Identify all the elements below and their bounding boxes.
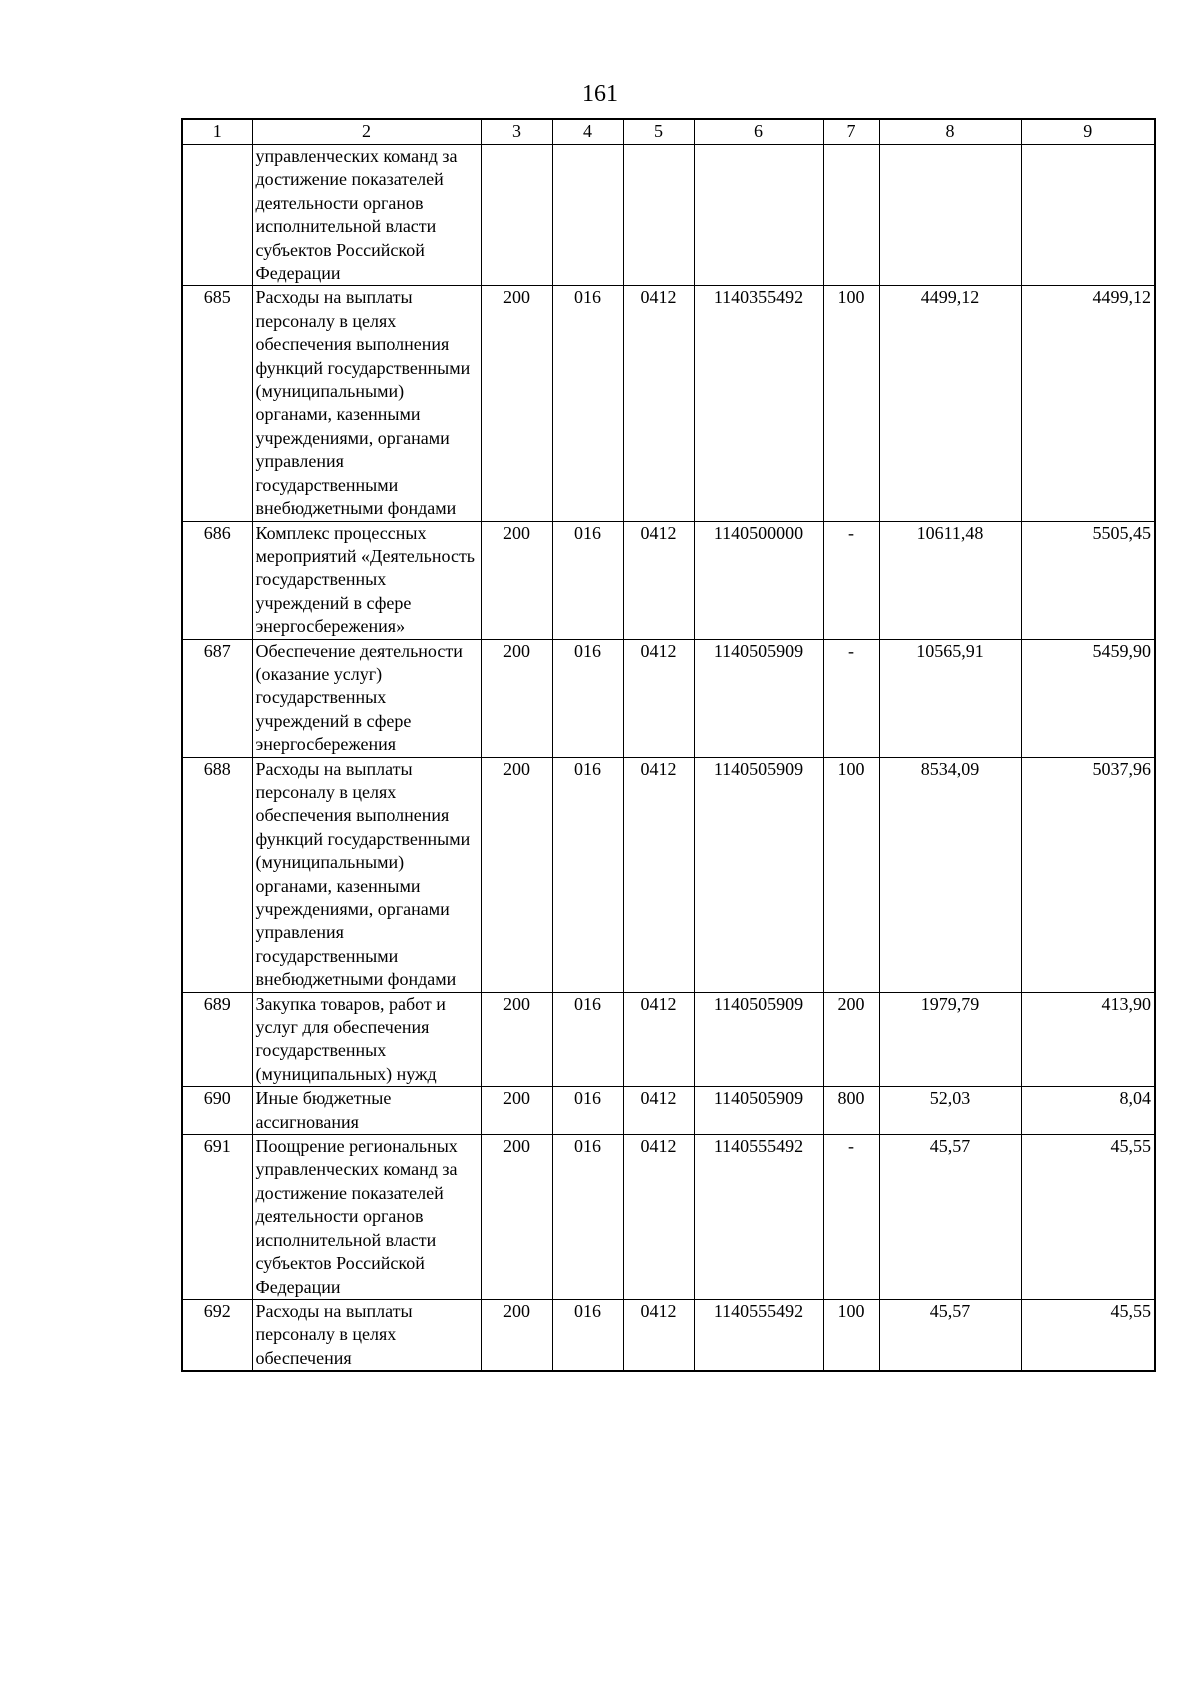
row-col-6: 1140555492 — [694, 1299, 823, 1371]
column-header: 1 — [182, 119, 252, 145]
row-number — [182, 145, 252, 286]
row-col-7: 800 — [823, 1087, 879, 1135]
row-name: Обеспечение деятельности (оказание услуг) государственных учреждений в сфере энергосбережения — [252, 639, 481, 757]
row-col-5: 0412 — [623, 286, 694, 521]
table-row — [182, 757, 1155, 992]
row-col-5: 0412 — [623, 757, 694, 992]
row-col-3: 200 — [481, 1087, 552, 1135]
table-row — [182, 521, 1155, 639]
row-col-7: 100 — [823, 1299, 879, 1371]
row-col-8: 10611,48 — [879, 521, 1021, 639]
column-header: 5 — [623, 119, 694, 145]
row-col-4: 016 — [552, 757, 623, 992]
column-header: 8 — [879, 119, 1021, 145]
header-row — [182, 119, 1155, 145]
row-col-8: 52,03 — [879, 1087, 1021, 1135]
row-col-3: 200 — [481, 992, 552, 1087]
row-col-8: 45,57 — [879, 1299, 1021, 1371]
row-col-7: - — [823, 639, 879, 757]
row-name: Закупка товаров, работ и услуг для обеспечения государственных (муниципальных) нужд — [252, 992, 481, 1087]
row-col-4: 016 — [552, 992, 623, 1087]
row-col-6 — [694, 145, 823, 286]
row-col-4: 016 — [552, 1087, 623, 1135]
row-col-6: 1140505909 — [694, 1087, 823, 1135]
row-col-9: 413,90 — [1021, 992, 1155, 1087]
row-col-5 — [623, 145, 694, 286]
row-col-9: 5037,96 — [1021, 757, 1155, 992]
column-header: 4 — [552, 119, 623, 145]
column-header: 6 — [694, 119, 823, 145]
column-header: 9 — [1021, 119, 1155, 145]
row-col-9: 45,55 — [1021, 1135, 1155, 1300]
row-name: Иные бюджетные ассигнования — [252, 1087, 481, 1135]
row-col-6: 1140555492 — [694, 1135, 823, 1300]
row-col-6: 1140355492 — [694, 286, 823, 521]
row-col-7: - — [823, 1135, 879, 1300]
row-col-7 — [823, 145, 879, 286]
row-col-9: 5505,45 — [1021, 521, 1155, 639]
row-col-9: 8,04 — [1021, 1087, 1155, 1135]
row-col-5: 0412 — [623, 992, 694, 1087]
row-col-4: 016 — [552, 1299, 623, 1371]
column-header: 7 — [823, 119, 879, 145]
row-col-7: 100 — [823, 286, 879, 521]
row-col-9: 45,55 — [1021, 1299, 1155, 1371]
row-name: Расходы на выплаты персоналу в целях обеспечения выполнения функций государственными (муниципальными) органами, казенными учреждениями, органами управления государственными внебюджетными фондами — [252, 757, 481, 992]
budget-table — [181, 118, 1156, 1372]
row-name: управленческих команд за достижение показателей деятельности органов исполнительной власти субъектов Российской Федерации — [252, 145, 481, 286]
row-col-4: 016 — [552, 286, 623, 521]
row-col-5: 0412 — [623, 1299, 694, 1371]
row-col-8: 45,57 — [879, 1135, 1021, 1300]
table-row — [182, 286, 1155, 521]
table-row — [182, 145, 1155, 286]
row-col-5: 0412 — [623, 521, 694, 639]
row-col-8: 1979,79 — [879, 992, 1021, 1087]
table-body — [182, 145, 1155, 1372]
row-col-4: 016 — [552, 639, 623, 757]
row-name: Расходы на выплаты персоналу в целях обеспечения — [252, 1299, 481, 1371]
row-name: Комплекс процессных мероприятий «Деятельность государственных учреждений в сфере энергосбережения» — [252, 521, 481, 639]
table-row — [182, 1135, 1155, 1300]
row-col-3: 200 — [481, 757, 552, 992]
row-number: 691 — [182, 1135, 252, 1300]
row-col-4: 016 — [552, 1135, 623, 1300]
row-col-6: 1140505909 — [694, 757, 823, 992]
row-col-6: 1140505909 — [694, 992, 823, 1087]
row-number: 692 — [182, 1299, 252, 1371]
row-col-3: 200 — [481, 521, 552, 639]
row-col-9: 4499,12 — [1021, 286, 1155, 521]
column-header: 3 — [481, 119, 552, 145]
row-number: 690 — [182, 1087, 252, 1135]
row-col-5: 0412 — [623, 1135, 694, 1300]
row-col-6: 1140500000 — [694, 521, 823, 639]
row-col-5: 0412 — [623, 639, 694, 757]
row-col-9: 5459,90 — [1021, 639, 1155, 757]
row-col-3: 200 — [481, 1135, 552, 1300]
row-col-4: 016 — [552, 521, 623, 639]
column-header: 2 — [252, 119, 481, 145]
row-col-3: 200 — [481, 1299, 552, 1371]
page-number: 161 — [582, 81, 618, 107]
row-col-8: 4499,12 — [879, 286, 1021, 521]
row-number: 685 — [182, 286, 252, 521]
row-col-9 — [1021, 145, 1155, 286]
row-number: 689 — [182, 992, 252, 1087]
row-col-8 — [879, 145, 1021, 286]
row-col-7: 100 — [823, 757, 879, 992]
table-row — [182, 992, 1155, 1087]
row-col-4 — [552, 145, 623, 286]
row-col-5: 0412 — [623, 1087, 694, 1135]
row-col-6: 1140505909 — [694, 639, 823, 757]
row-name: Расходы на выплаты персоналу в целях обеспечения выполнения функций государственными (муниципальными) органами, казенными учреждениями, органами управления государственными внебюджетными фондами — [252, 286, 481, 521]
row-col-8: 8534,09 — [879, 757, 1021, 992]
row-number: 687 — [182, 639, 252, 757]
row-col-3 — [481, 145, 552, 286]
table-row — [182, 639, 1155, 757]
row-number: 686 — [182, 521, 252, 639]
row-col-7: - — [823, 521, 879, 639]
row-col-3: 200 — [481, 286, 552, 521]
row-col-3: 200 — [481, 639, 552, 757]
row-name: Поощрение региональных управленческих команд за достижение показателей деятельности органов исполнительной власти субъектов Российской Федерации — [252, 1135, 481, 1300]
row-col-7: 200 — [823, 992, 879, 1087]
table-row — [182, 1087, 1155, 1135]
row-number: 688 — [182, 757, 252, 992]
row-col-8: 10565,91 — [879, 639, 1021, 757]
table-row — [182, 1299, 1155, 1371]
